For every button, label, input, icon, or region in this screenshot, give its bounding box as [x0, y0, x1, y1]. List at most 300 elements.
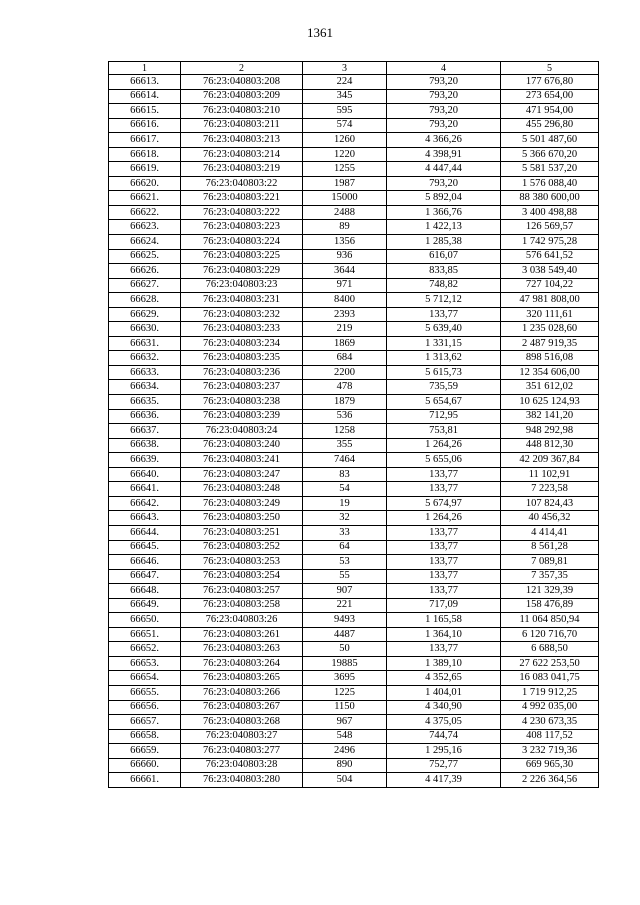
- table-cell: 3 400 498,88: [501, 205, 599, 220]
- table-cell: 744,74: [387, 729, 501, 744]
- table-cell: 76:23:040803:225: [181, 249, 303, 264]
- table-cell: 1260: [303, 133, 387, 148]
- table-cell: 66624.: [109, 235, 181, 250]
- table-row: [109, 249, 599, 264]
- table-cell: 1 366,76: [387, 205, 501, 220]
- table-cell: 76:23:040803:238: [181, 395, 303, 410]
- table-cell: 76:23:040803:219: [181, 162, 303, 177]
- table-cell: 76:23:040803:211: [181, 118, 303, 133]
- table-cell: 66641.: [109, 482, 181, 497]
- table-cell: 2 487 919,35: [501, 336, 599, 351]
- table-cell: 133,77: [387, 569, 501, 584]
- table-cell: 5 654,67: [387, 395, 501, 410]
- table-cell: 66645.: [109, 540, 181, 555]
- table-cell: 1258: [303, 424, 387, 439]
- table-cell: 5 615,73: [387, 365, 501, 380]
- table-row: [109, 467, 599, 482]
- table-cell: 76:23:040803:23: [181, 278, 303, 293]
- table-cell: 50: [303, 642, 387, 657]
- table-row: [109, 322, 599, 337]
- table-row: [109, 75, 599, 90]
- table-cell: 1 295,16: [387, 744, 501, 759]
- table-cell: 76:23:040803:266: [181, 685, 303, 700]
- table-cell: 10 625 124,93: [501, 395, 599, 410]
- table-cell: 66626.: [109, 264, 181, 279]
- table-cell: 66627.: [109, 278, 181, 293]
- table-cell: 1 264,26: [387, 511, 501, 526]
- table-cell: 936: [303, 249, 387, 264]
- table-row: [109, 365, 599, 380]
- table-row: [109, 642, 599, 657]
- table-cell: 76:23:040803:277: [181, 744, 303, 759]
- table-cell: 898 516,08: [501, 351, 599, 366]
- table-cell: 948 292,98: [501, 424, 599, 439]
- table-cell: 66614.: [109, 89, 181, 104]
- table-cell: 76:23:040803:27: [181, 729, 303, 744]
- table-cell: 76:23:040803:241: [181, 453, 303, 468]
- table-row: [109, 540, 599, 555]
- table-cell: 66619.: [109, 162, 181, 177]
- table-cell: 5 501 487,60: [501, 133, 599, 148]
- table-cell: 5 366 670,20: [501, 147, 599, 162]
- table-cell: 4 352,65: [387, 671, 501, 686]
- table-cell: 219: [303, 322, 387, 337]
- table-cell: 448 812,30: [501, 438, 599, 453]
- table-cell: 66615.: [109, 104, 181, 119]
- table-cell: 574: [303, 118, 387, 133]
- table-cell: 4 230 673,35: [501, 715, 599, 730]
- table-row: [109, 278, 599, 293]
- table-cell: 47 981 808,00: [501, 293, 599, 308]
- table-cell: 224: [303, 75, 387, 90]
- table-cell: 76:23:040803:221: [181, 191, 303, 206]
- table-cell: 76:23:040803:239: [181, 409, 303, 424]
- table-row: [109, 235, 599, 250]
- column-header: 2: [181, 62, 303, 75]
- table-cell: 4 340,90: [387, 700, 501, 715]
- table-cell: 7 089,81: [501, 555, 599, 570]
- table-cell: 536: [303, 409, 387, 424]
- table-cell: 66623.: [109, 220, 181, 235]
- table-cell: 320 111,61: [501, 307, 599, 322]
- table-cell: 408 117,52: [501, 729, 599, 744]
- table-cell: 66644.: [109, 525, 181, 540]
- table-cell: 1 719 912,25: [501, 685, 599, 700]
- table-cell: 76:23:040803:247: [181, 467, 303, 482]
- table-cell: 158 476,89: [501, 598, 599, 613]
- table-cell: 33: [303, 525, 387, 540]
- table-cell: 1 404,01: [387, 685, 501, 700]
- table-cell: 66634.: [109, 380, 181, 395]
- table-cell: 66657.: [109, 715, 181, 730]
- table-cell: 76:23:040803:234: [181, 336, 303, 351]
- table-cell: 273 654,00: [501, 89, 599, 104]
- table-cell: 133,77: [387, 642, 501, 657]
- table-cell: 752,77: [387, 758, 501, 773]
- table-cell: 967: [303, 715, 387, 730]
- table-cell: 66633.: [109, 365, 181, 380]
- table-cell: 12 354 606,00: [501, 365, 599, 380]
- table-cell: 76:23:040803:261: [181, 627, 303, 642]
- table-cell: 64: [303, 540, 387, 555]
- table-cell: 2393: [303, 307, 387, 322]
- column-header: 1: [109, 62, 181, 75]
- table-cell: 76:23:040803:268: [181, 715, 303, 730]
- table-cell: 66655.: [109, 685, 181, 700]
- table-cell: 133,77: [387, 555, 501, 570]
- table-cell: 4 375,05: [387, 715, 501, 730]
- table-cell: 66629.: [109, 307, 181, 322]
- table-cell: 907: [303, 584, 387, 599]
- table-cell: 616,07: [387, 249, 501, 264]
- table-header-row: [109, 62, 599, 75]
- table-cell: 1 422,13: [387, 220, 501, 235]
- table-cell: 66661.: [109, 773, 181, 788]
- table-row: [109, 715, 599, 730]
- table-cell: 76:23:040803:209: [181, 89, 303, 104]
- table-row: [109, 758, 599, 773]
- table-cell: 66632.: [109, 351, 181, 366]
- table-cell: 793,20: [387, 75, 501, 90]
- table-cell: 66653.: [109, 656, 181, 671]
- table-cell: 793,20: [387, 104, 501, 119]
- table-cell: 3 038 549,40: [501, 264, 599, 279]
- table-cell: 6 120 716,70: [501, 627, 599, 642]
- table-cell: 76:23:040803:252: [181, 540, 303, 555]
- table-cell: 83: [303, 467, 387, 482]
- table-cell: 1255: [303, 162, 387, 177]
- table-cell: 5 674,97: [387, 496, 501, 511]
- table-cell: 15000: [303, 191, 387, 206]
- table-cell: 76:23:040803:264: [181, 656, 303, 671]
- table-cell: 748,82: [387, 278, 501, 293]
- table-cell: 76:23:040803:267: [181, 700, 303, 715]
- table-cell: 76:23:040803:236: [181, 365, 303, 380]
- table-cell: 66658.: [109, 729, 181, 744]
- table-cell: 11 102,91: [501, 467, 599, 482]
- table-cell: 2200: [303, 365, 387, 380]
- table-cell: 504: [303, 773, 387, 788]
- table-cell: 684: [303, 351, 387, 366]
- table-row: [109, 496, 599, 511]
- table-cell: 76:23:040803:223: [181, 220, 303, 235]
- table-cell: 76:23:040803:214: [181, 147, 303, 162]
- table-row: [109, 744, 599, 759]
- table-cell: 66631.: [109, 336, 181, 351]
- table-cell: 1 264,26: [387, 438, 501, 453]
- table-cell: 88 380 600,00: [501, 191, 599, 206]
- table-cell: 1 742 975,28: [501, 235, 599, 250]
- column-header: 5: [501, 62, 599, 75]
- table-cell: 66637.: [109, 424, 181, 439]
- table-cell: 66628.: [109, 293, 181, 308]
- table-cell: 76:23:040803:257: [181, 584, 303, 599]
- table-row: [109, 307, 599, 322]
- table-row: [109, 409, 599, 424]
- table-row: [109, 118, 599, 133]
- table-cell: 133,77: [387, 307, 501, 322]
- table-cell: 1 313,62: [387, 351, 501, 366]
- table-cell: 1879: [303, 395, 387, 410]
- table-row: [109, 598, 599, 613]
- table-row: [109, 773, 599, 788]
- table-cell: 7 357,35: [501, 569, 599, 584]
- table-cell: 4 414,41: [501, 525, 599, 540]
- table-row: [109, 569, 599, 584]
- table-cell: 1 285,38: [387, 235, 501, 250]
- table-cell: 66656.: [109, 700, 181, 715]
- table-cell: 3 232 719,36: [501, 744, 599, 759]
- table-cell: 76:23:040803:263: [181, 642, 303, 657]
- table-cell: 3695: [303, 671, 387, 686]
- table-cell: 66625.: [109, 249, 181, 264]
- table-cell: 76:23:040803:232: [181, 307, 303, 322]
- table-cell: 66651.: [109, 627, 181, 642]
- table-cell: 595: [303, 104, 387, 119]
- table-cell: 89: [303, 220, 387, 235]
- table-row: [109, 162, 599, 177]
- table-row: [109, 336, 599, 351]
- table-cell: 76:23:040803:28: [181, 758, 303, 773]
- table-cell: 121 329,39: [501, 584, 599, 599]
- table-cell: 32: [303, 511, 387, 526]
- table-cell: 735,59: [387, 380, 501, 395]
- table-cell: 76:23:040803:240: [181, 438, 303, 453]
- table-cell: 126 569,57: [501, 220, 599, 235]
- table-cell: 8400: [303, 293, 387, 308]
- table-cell: 66659.: [109, 744, 181, 759]
- table-cell: 107 824,43: [501, 496, 599, 511]
- table-cell: 27 622 253,50: [501, 656, 599, 671]
- table-row: [109, 453, 599, 468]
- table-cell: 40 456,32: [501, 511, 599, 526]
- table-cell: 76:23:040803:26: [181, 613, 303, 628]
- table-row: [109, 525, 599, 540]
- table-row: [109, 671, 599, 686]
- table-cell: 76:23:040803:213: [181, 133, 303, 148]
- table-cell: 76:23:040803:251: [181, 525, 303, 540]
- table-cell: 66613.: [109, 75, 181, 90]
- table-cell: 66638.: [109, 438, 181, 453]
- column-header: 3: [303, 62, 387, 75]
- table-cell: 55: [303, 569, 387, 584]
- table-cell: 793,20: [387, 89, 501, 104]
- table-cell: 76:23:040803:248: [181, 482, 303, 497]
- table-cell: 76:23:040803:208: [181, 75, 303, 90]
- table-cell: 5 655,06: [387, 453, 501, 468]
- table-cell: 66622.: [109, 205, 181, 220]
- table-row: [109, 293, 599, 308]
- table-row: [109, 729, 599, 744]
- table-cell: 4487: [303, 627, 387, 642]
- table-cell: 66646.: [109, 555, 181, 570]
- table-cell: 16 083 041,75: [501, 671, 599, 686]
- table-cell: 382 141,20: [501, 409, 599, 424]
- table-cell: 66647.: [109, 569, 181, 584]
- table-row: [109, 220, 599, 235]
- table-cell: 712,95: [387, 409, 501, 424]
- table-cell: 717,09: [387, 598, 501, 613]
- table-cell: 1 165,58: [387, 613, 501, 628]
- table-cell: 66639.: [109, 453, 181, 468]
- table-cell: 793,20: [387, 118, 501, 133]
- table-cell: 66616.: [109, 118, 181, 133]
- table-row: [109, 191, 599, 206]
- table-cell: 66636.: [109, 409, 181, 424]
- table-cell: 76:23:040803:235: [181, 351, 303, 366]
- table-cell: 478: [303, 380, 387, 395]
- table-cell: 6 688,50: [501, 642, 599, 657]
- table-cell: 793,20: [387, 176, 501, 191]
- table-cell: 1150: [303, 700, 387, 715]
- table-cell: 76:23:040803:280: [181, 773, 303, 788]
- table-cell: 753,81: [387, 424, 501, 439]
- table-cell: 76:23:040803:233: [181, 322, 303, 337]
- table-cell: 5 892,04: [387, 191, 501, 206]
- table-cell: 66617.: [109, 133, 181, 148]
- table-cell: 727 104,22: [501, 278, 599, 293]
- table-cell: 471 954,00: [501, 104, 599, 119]
- table-cell: 76:23:040803:237: [181, 380, 303, 395]
- table-cell: 66649.: [109, 598, 181, 613]
- table-row: [109, 176, 599, 191]
- table-cell: 66635.: [109, 395, 181, 410]
- table-cell: 2488: [303, 205, 387, 220]
- table-cell: 66660.: [109, 758, 181, 773]
- table-cell: 3644: [303, 264, 387, 279]
- table-cell: 1987: [303, 176, 387, 191]
- table-cell: 4 447,44: [387, 162, 501, 177]
- data-table: [108, 61, 599, 788]
- table-cell: 355: [303, 438, 387, 453]
- table-cell: 8 561,28: [501, 540, 599, 555]
- table-cell: 53: [303, 555, 387, 570]
- table-cell: 1220: [303, 147, 387, 162]
- table-cell: 76:23:040803:249: [181, 496, 303, 511]
- table-row: [109, 395, 599, 410]
- table-cell: 76:23:040803:265: [181, 671, 303, 686]
- table-cell: 133,77: [387, 584, 501, 599]
- table-cell: 76:23:040803:253: [181, 555, 303, 570]
- table-cell: 66640.: [109, 467, 181, 482]
- table-cell: 66652.: [109, 642, 181, 657]
- table-cell: 890: [303, 758, 387, 773]
- table-cell: 76:23:040803:231: [181, 293, 303, 308]
- table-cell: 76:23:040803:258: [181, 598, 303, 613]
- table-cell: 4 417,39: [387, 773, 501, 788]
- table-cell: 66618.: [109, 147, 181, 162]
- table-cell: 66643.: [109, 511, 181, 526]
- table-cell: 221: [303, 598, 387, 613]
- table-cell: 1 389,10: [387, 656, 501, 671]
- table-row: [109, 351, 599, 366]
- table-cell: 42 209 367,84: [501, 453, 599, 468]
- table-row: [109, 584, 599, 599]
- table-cell: 669 965,30: [501, 758, 599, 773]
- table-cell: 11 064 850,94: [501, 613, 599, 628]
- table-row: [109, 656, 599, 671]
- table-row: [109, 89, 599, 104]
- table-cell: 1 331,15: [387, 336, 501, 351]
- table-row: [109, 104, 599, 119]
- table-cell: 177 676,80: [501, 75, 599, 90]
- table-cell: 455 296,80: [501, 118, 599, 133]
- table-row: [109, 264, 599, 279]
- table-cell: 133,77: [387, 482, 501, 497]
- table-cell: 1 364,10: [387, 627, 501, 642]
- table-row: [109, 685, 599, 700]
- table-cell: 66620.: [109, 176, 181, 191]
- table-cell: 1 576 088,40: [501, 176, 599, 191]
- table-cell: 76:23:040803:222: [181, 205, 303, 220]
- table-cell: 7 223,58: [501, 482, 599, 497]
- table-cell: 5 712,12: [387, 293, 501, 308]
- table-row: [109, 700, 599, 715]
- table-cell: 971: [303, 278, 387, 293]
- table-cell: 1225: [303, 685, 387, 700]
- table-cell: 66642.: [109, 496, 181, 511]
- table-cell: 76:23:040803:250: [181, 511, 303, 526]
- table-cell: 133,77: [387, 467, 501, 482]
- table-cell: 66630.: [109, 322, 181, 337]
- table-cell: 9493: [303, 613, 387, 628]
- table-row: [109, 424, 599, 439]
- table-row: [109, 380, 599, 395]
- page-number: 1361: [307, 25, 333, 40]
- table-cell: 76:23:040803:24: [181, 424, 303, 439]
- table-cell: 76:23:040803:224: [181, 235, 303, 250]
- table-cell: 66650.: [109, 613, 181, 628]
- table-row: [109, 133, 599, 148]
- table-cell: 4 366,26: [387, 133, 501, 148]
- table-cell: 76:23:040803:254: [181, 569, 303, 584]
- table-cell: 76:23:040803:210: [181, 104, 303, 119]
- table-cell: 54: [303, 482, 387, 497]
- table-cell: 576 641,52: [501, 249, 599, 264]
- table-cell: 7464: [303, 453, 387, 468]
- table-cell: 133,77: [387, 525, 501, 540]
- table-cell: 833,85: [387, 264, 501, 279]
- table-cell: 133,77: [387, 540, 501, 555]
- table-cell: 351 612,02: [501, 380, 599, 395]
- table-row: [109, 555, 599, 570]
- table-cell: 1 235 028,60: [501, 322, 599, 337]
- table-cell: 5 581 537,20: [501, 162, 599, 177]
- table-cell: 19885: [303, 656, 387, 671]
- table-row: [109, 205, 599, 220]
- table-cell: 19: [303, 496, 387, 511]
- table-cell: 66621.: [109, 191, 181, 206]
- table-cell: 66648.: [109, 584, 181, 599]
- table-cell: 5 639,40: [387, 322, 501, 337]
- table-cell: 4 992 035,00: [501, 700, 599, 715]
- table-row: [109, 511, 599, 526]
- table-cell: 2496: [303, 744, 387, 759]
- table-row: [109, 482, 599, 497]
- table-cell: 1869: [303, 336, 387, 351]
- table-row: [109, 438, 599, 453]
- table-body: [109, 75, 599, 788]
- column-header: 4: [387, 62, 501, 75]
- table-cell: 4 398,91: [387, 147, 501, 162]
- table-cell: 76:23:040803:22: [181, 176, 303, 191]
- table-cell: 76:23:040803:229: [181, 264, 303, 279]
- table-cell: 345: [303, 89, 387, 104]
- table-cell: 2 226 364,56: [501, 773, 599, 788]
- table-cell: 66654.: [109, 671, 181, 686]
- table-row: [109, 147, 599, 162]
- table-cell: 548: [303, 729, 387, 744]
